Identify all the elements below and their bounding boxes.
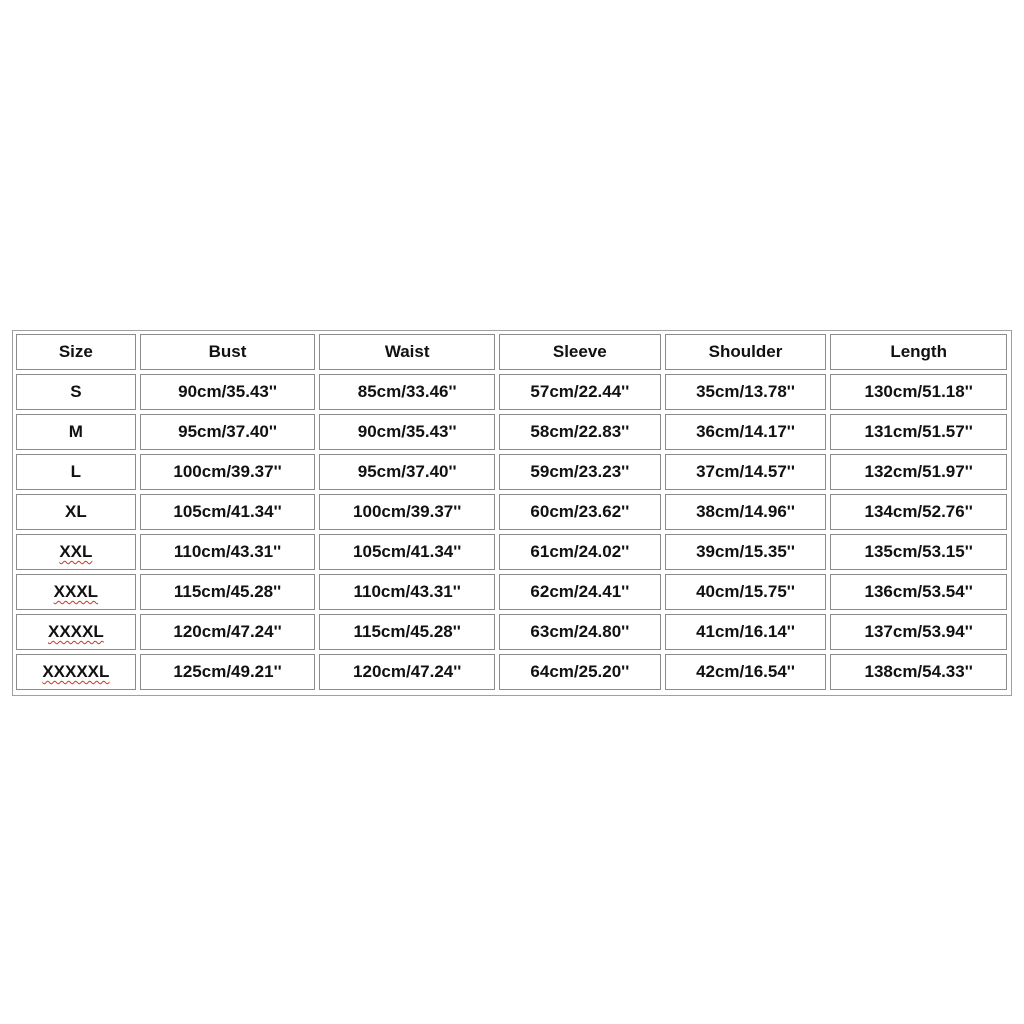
size-label: XXL xyxy=(59,542,93,561)
sleeve-cell: 64cm/25.20'' xyxy=(499,654,661,690)
header-sleeve: Sleeve xyxy=(499,334,661,370)
header-waist: Waist xyxy=(319,334,495,370)
size-cell xyxy=(16,574,136,610)
size-chart xyxy=(12,330,1012,696)
sleeve-cell: 61cm/24.02'' xyxy=(499,534,661,570)
waist-cell: 110cm/43.31'' xyxy=(319,574,495,610)
table-row xyxy=(16,454,1007,490)
length-cell: 135cm/53.15'' xyxy=(830,534,1007,570)
bust-cell: 120cm/47.24'' xyxy=(140,614,316,650)
waist-cell: 115cm/45.28'' xyxy=(319,614,495,650)
length-cell: 132cm/51.97'' xyxy=(830,454,1007,490)
shoulder-cell: 37cm/14.57'' xyxy=(665,454,827,490)
bust-cell: 115cm/45.28'' xyxy=(140,574,316,610)
size-cell: XL xyxy=(16,494,136,530)
waist-cell: 85cm/33.46'' xyxy=(319,374,495,410)
bust-cell: 125cm/49.21'' xyxy=(140,654,316,690)
waist-cell: 100cm/39.37'' xyxy=(319,494,495,530)
length-cell: 137cm/53.94'' xyxy=(830,614,1007,650)
size-cell xyxy=(16,614,136,650)
shoulder-cell: 36cm/14.17'' xyxy=(665,414,827,450)
shoulder-cell: 42cm/16.54'' xyxy=(665,654,827,690)
bust-cell: 90cm/35.43'' xyxy=(140,374,316,410)
size-table xyxy=(12,330,1011,694)
sleeve-cell: 59cm/23.23'' xyxy=(499,454,661,490)
sleeve-cell: 58cm/22.83'' xyxy=(499,414,661,450)
table-row xyxy=(16,574,1007,610)
sleeve-cell: 60cm/23.62'' xyxy=(499,494,661,530)
bust-cell: 95cm/37.40'' xyxy=(140,414,316,450)
header-shoulder: Shoulder xyxy=(665,334,827,370)
table-row xyxy=(16,654,1007,690)
sleeve-cell: 62cm/24.41'' xyxy=(499,574,661,610)
table-row xyxy=(16,534,1007,570)
length-cell: 136cm/53.54'' xyxy=(830,574,1007,610)
table-row xyxy=(16,414,1007,450)
waist-cell: 95cm/37.40'' xyxy=(319,454,495,490)
bust-cell: 110cm/43.31'' xyxy=(140,534,316,570)
header-length: Length xyxy=(830,334,1007,370)
header-size: Size xyxy=(16,334,136,370)
length-cell: 131cm/51.57'' xyxy=(830,414,1007,450)
size-cell: L xyxy=(16,454,136,490)
size-cell xyxy=(16,654,136,690)
shoulder-cell: 40cm/15.75'' xyxy=(665,574,827,610)
size-cell: M xyxy=(16,414,136,450)
shoulder-cell: 38cm/14.96'' xyxy=(665,494,827,530)
waist-cell: 120cm/47.24'' xyxy=(319,654,495,690)
shoulder-cell: 39cm/15.35'' xyxy=(665,534,827,570)
shoulder-cell: 35cm/13.78'' xyxy=(665,374,827,410)
size-label: XXXL xyxy=(53,582,99,601)
header-bust: Bust xyxy=(140,334,316,370)
sleeve-cell: 57cm/22.44'' xyxy=(499,374,661,410)
bust-cell: 105cm/41.34'' xyxy=(140,494,316,530)
waist-cell: 90cm/35.43'' xyxy=(319,414,495,450)
table-row xyxy=(16,614,1007,650)
table-header-row xyxy=(16,334,1007,370)
length-cell: 138cm/54.33'' xyxy=(830,654,1007,690)
length-cell: 130cm/51.18'' xyxy=(830,374,1007,410)
waist-cell: 105cm/41.34'' xyxy=(319,534,495,570)
bust-cell: 100cm/39.37'' xyxy=(140,454,316,490)
table-row xyxy=(16,374,1007,410)
length-cell: 134cm/52.76'' xyxy=(830,494,1007,530)
size-label: XXXXL xyxy=(47,622,104,641)
size-label: XXXXXL xyxy=(42,662,110,681)
size-cell: S xyxy=(16,374,136,410)
table-row xyxy=(16,494,1007,530)
sleeve-cell: 63cm/24.80'' xyxy=(499,614,661,650)
size-cell xyxy=(16,534,136,570)
shoulder-cell: 41cm/16.14'' xyxy=(665,614,827,650)
